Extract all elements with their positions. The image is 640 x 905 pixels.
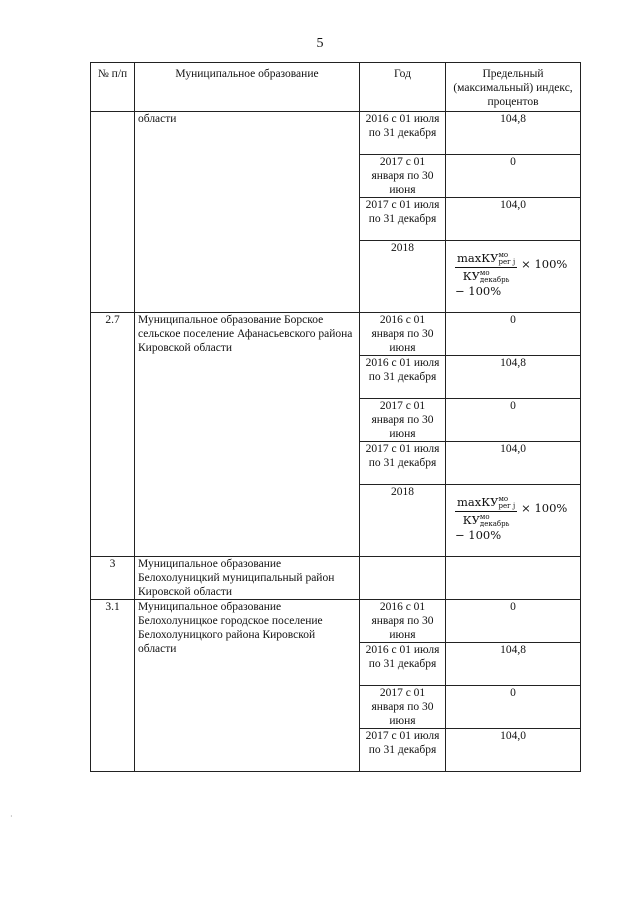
index-value: 0 [446, 686, 581, 729]
period-cell: 2017 с 01 января по 30 июня [360, 686, 446, 729]
period-cell: 2016 с 01 января по 30 июня [360, 600, 446, 643]
formula-denominator-base: КУ [462, 269, 480, 283]
formula-denominator-sup: мо [479, 269, 490, 277]
index-formula [446, 485, 581, 557]
formula-minus: − 100% [455, 528, 502, 542]
municipality-name: Муниципальное образование Белохолуницкий муниципальный район Кировской области [135, 557, 360, 600]
index-value: 104,8 [446, 356, 581, 399]
page-number: 5 [316, 36, 324, 51]
formula-minus: − 100% [455, 284, 502, 298]
index-value: 104,0 [446, 729, 581, 772]
period-cell [360, 557, 446, 600]
period-cell: 2016 с 01 июля по 31 декабря [360, 356, 446, 399]
index-value: 0 [446, 600, 581, 643]
scan-mark: · [10, 812, 13, 821]
period-cell: 2018 [360, 241, 446, 313]
row-number: 3.1 [91, 600, 135, 772]
period-cell: 2017 с 01 июля по 31 декабря [360, 442, 446, 485]
formula-denominator-sub: декабрь [479, 276, 510, 284]
municipality-name: Муниципальное образование Белохолуницкое городское поселение Белохолуницкого района Кировской области [135, 600, 360, 772]
formula-numerator-sub: рег j [498, 502, 516, 510]
table-header-row [91, 63, 581, 112]
period-cell: 2016 с 01 июля по 31 декабря [360, 643, 446, 686]
period-cell: 2017 с 01 июля по 31 декабря [360, 729, 446, 772]
table-row [91, 313, 581, 356]
municipality-name: Муниципальное образование Борское сельское поселение Афанасьевского района Кировской области [135, 313, 360, 557]
formula-denominator-sub: декабрь [479, 520, 510, 528]
period-cell: 2018 [360, 485, 446, 557]
table-row [91, 112, 581, 155]
tariff-index-table [90, 62, 581, 772]
index-value: 0 [446, 313, 581, 356]
formula-numerator-base: maxКУ [457, 495, 499, 509]
header-num: № п/п [91, 63, 135, 112]
period-cell: 2016 с 01 июля по 31 декабря [360, 112, 446, 155]
row-number: 3 [91, 557, 135, 600]
index-value: 104,0 [446, 198, 581, 241]
period-cell: 2016 с 01 января по 30 июня [360, 313, 446, 356]
table-row [91, 600, 581, 643]
header-year: Год [360, 63, 446, 112]
period-cell: 2017 с 01 января по 30 июня [360, 155, 446, 198]
formula-denominator-sup: мо [479, 513, 490, 521]
formula-denominator-base: КУ [462, 513, 480, 527]
header-municipality: Муниципальное образование [135, 63, 360, 112]
index-value: 104,8 [446, 643, 581, 686]
table-row [91, 557, 581, 600]
formula-times: × 100% [521, 501, 568, 515]
row-number: 2.7 [91, 313, 135, 557]
index-value: 0 [446, 155, 581, 198]
formula-numerator-base: maxКУ [457, 251, 499, 265]
index-value: 0 [446, 399, 581, 442]
formula-times: × 100% [521, 257, 568, 271]
period-cell: 2017 с 01 июля по 31 декабря [360, 198, 446, 241]
index-value: 104,8 [446, 112, 581, 155]
header-index: Предельный (максимальный) индекс, процентов [446, 63, 581, 112]
row-number [91, 112, 135, 313]
index-formula [446, 241, 581, 313]
formula-numerator-sup: мо [498, 251, 509, 259]
index-value: 104,0 [446, 442, 581, 485]
municipality-name: области [135, 112, 360, 313]
index-value [446, 557, 581, 600]
period-cell: 2017 с 01 января по 30 июня [360, 399, 446, 442]
formula-numerator-sup: мо [498, 495, 509, 503]
formula-numerator-sub: рег j [498, 258, 516, 266]
